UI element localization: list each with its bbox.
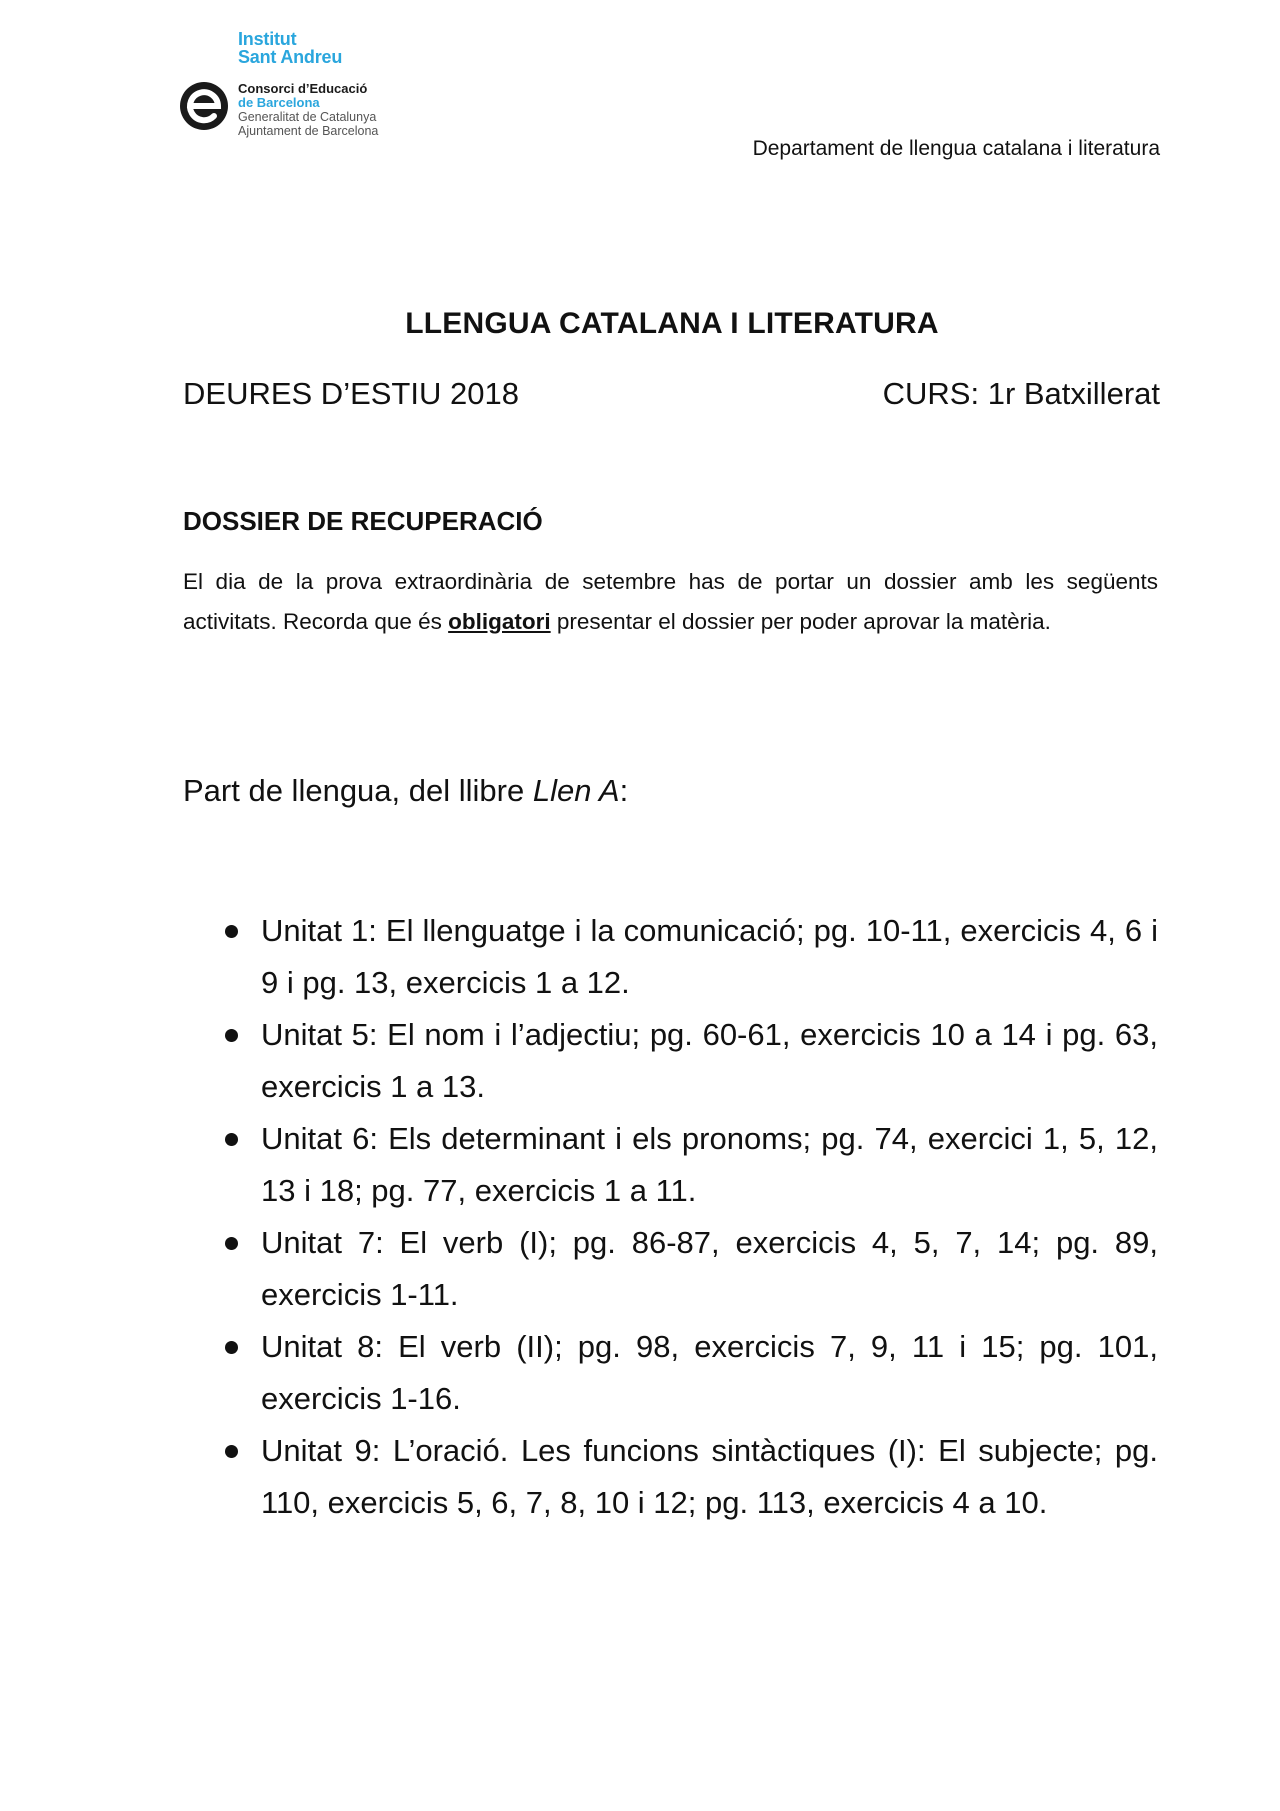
list-item — [183, 1217, 1158, 1321]
unit-text: Unitat 7: El verb (I); pg. 86-87, exercicis 4, 5, 7, 14; pg. 89, exercicis 1-11. — [261, 1225, 1158, 1312]
bullet-icon — [225, 1133, 238, 1146]
unit-text: Unitat 1: El llenguatge i la comunicació; pg. 10-11, exercicis 4, 6 i 9 i pg. 13, exercicis 1 a 12. — [261, 913, 1158, 1000]
unit-text: Unitat 8: El verb (II); pg. 98, exercicis 7, 9, 11 i 15; pg. 101, exercicis 1-16. — [261, 1329, 1158, 1416]
unit-text: Unitat 6: Els determinant i els pronoms; pg. 74, exercici 1, 5, 12, 13 i 18; pg. 77, exercicis 1 a 11. — [261, 1121, 1158, 1208]
bullet-icon — [225, 1445, 238, 1458]
bullet-icon — [225, 925, 238, 938]
list-item — [183, 1113, 1158, 1217]
subtitle-row — [183, 376, 1160, 412]
dossier-intro-paragraph — [183, 562, 1158, 642]
part-heading-text: Part de llengua, del llibre — [183, 773, 533, 808]
part-heading — [183, 773, 628, 809]
bullet-icon — [225, 1029, 238, 1042]
part-heading-colon: : — [619, 773, 629, 808]
course-label: CURS: 1r Batxillerat — [882, 376, 1160, 411]
institution-logo — [176, 28, 436, 148]
list-item — [183, 1009, 1158, 1113]
bullet-icon — [225, 1341, 238, 1354]
logo-institut-name — [238, 30, 342, 66]
dossier-heading: DOSSIER DE RECUPERACIÓ — [183, 506, 543, 536]
intro-text-before: El dia de la prova extraordinària de setembre has de portar un dossier amb les següents activitats. Recorda que és — [183, 569, 1158, 634]
logo-consorci-line4: Ajuntament de Barcelona — [238, 124, 379, 138]
intro-emphasis: obligatori — [448, 609, 551, 634]
logo-consorci-line2: de Barcelona — [238, 95, 320, 110]
logo-consorci-line3: Generalitat de Catalunya — [238, 110, 377, 124]
logo-consorci-text — [238, 82, 378, 138]
unit-text: Unitat 9: L’oració. Les funcions sintàctiques (I): El subjecte; pg. 110, exercicis 5, 6, 7, 8, 10 i 12; pg. 113, exercicis 4 a 10. — [261, 1433, 1158, 1520]
logo-consorci-line1: Consorci d’Educació — [238, 81, 368, 96]
homework-label: DEURES D’ESTIU 2018 — [183, 376, 519, 411]
list-item — [183, 1321, 1158, 1425]
department-name: Departament de llengua catalana i literatura — [752, 137, 1160, 160]
consorci-e-logo-icon — [178, 80, 230, 132]
unit-text: Unitat 5: El nom i l’adjectiu; pg. 60-61, exercicis 10 a 14 i pg. 63, exercicis 1 a 13. — [261, 1017, 1158, 1104]
logo-institut-line1: Institut — [238, 29, 297, 49]
logo-institut-line2: Sant Andreu — [238, 47, 343, 67]
bullet-icon — [225, 1237, 238, 1250]
intro-text-after: presentar el dossier per poder aprovar la matèria. — [550, 609, 1051, 634]
list-item — [183, 1425, 1158, 1529]
document-title: LLENGUA CATALANA I LITERATURA — [405, 307, 939, 340]
units-list — [183, 905, 1158, 1529]
list-item — [183, 905, 1158, 1009]
book-title: Llen A — [532, 773, 620, 808]
